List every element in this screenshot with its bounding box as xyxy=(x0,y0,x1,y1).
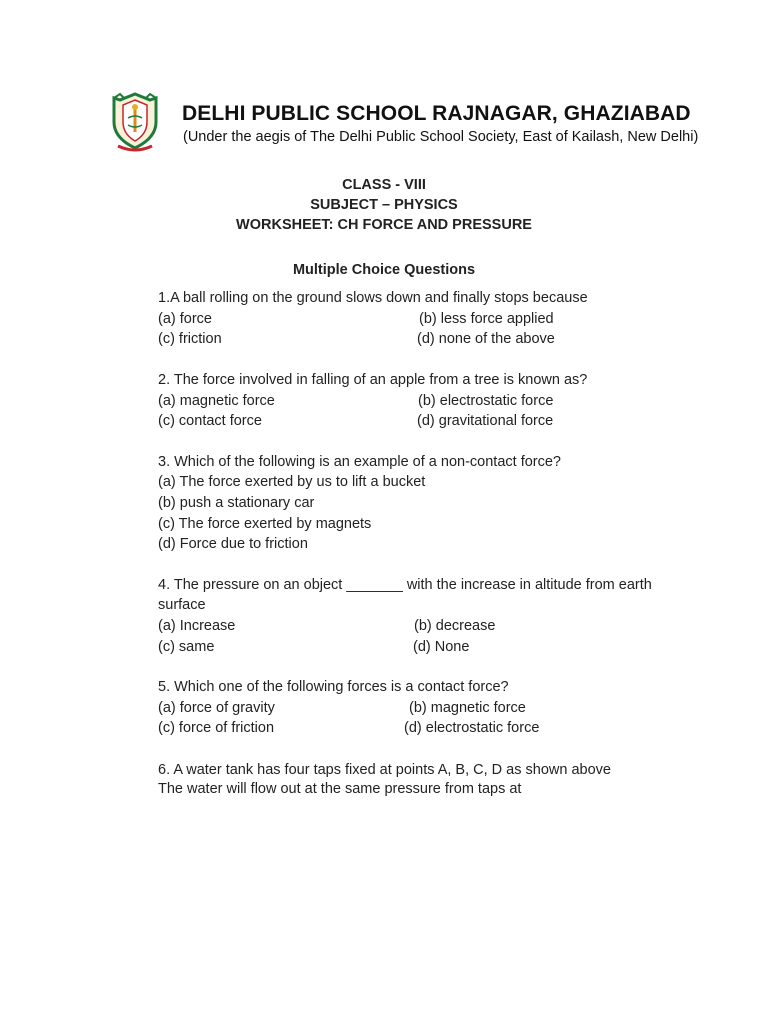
q1-option-b: (b) less force applied xyxy=(419,311,554,327)
q3-option-d: (d) Force due to friction xyxy=(158,536,308,552)
q2-option-a: (a) magnetic force xyxy=(158,393,275,409)
q4-option-b: (b) decrease xyxy=(414,618,496,634)
question-4-continued: surface xyxy=(158,597,206,613)
q2-option-b: (b) electrostatic force xyxy=(418,393,554,409)
question-6-continued: The water will flow out at the same pressure from taps at xyxy=(158,781,522,797)
q3-option-b: (b) push a stationary car xyxy=(158,495,315,511)
q5-option-b: (b) magnetic force xyxy=(409,700,526,716)
q2-option-d: (d) gravitational force xyxy=(417,413,554,429)
q1-option-c: (c) friction xyxy=(158,331,222,347)
question-2: 2. The force involved in falling of an apple from a tree is known as? xyxy=(158,372,588,388)
q3-option-c: (c) The force exerted by magnets xyxy=(158,516,372,532)
q2-option-c: (c) contact force xyxy=(158,413,262,429)
question-5: 5. Which one of the following forces is a contact force? xyxy=(158,679,509,695)
section-title: Multiple Choice Questions xyxy=(292,262,476,278)
q4-option-c: (c) same xyxy=(158,639,215,655)
q1-option-a: (a) force xyxy=(158,311,212,327)
q4-option-d: (d) None xyxy=(413,639,470,655)
q5-option-c: (c) force of friction xyxy=(158,720,275,736)
school-logo xyxy=(110,92,160,154)
question-3: 3. Which of the following is an example of a non-contact force? xyxy=(158,454,561,470)
q1-option-d: (d) none of the above xyxy=(417,331,555,347)
q5-option-a: (a) force of gravity xyxy=(158,700,275,716)
subject-heading: SUBJECT – PHYSICS xyxy=(310,197,458,213)
q5-option-d: (d) electrostatic force xyxy=(404,720,540,736)
school-aegis: (Under the aegis of The Delhi Public School Society, East of Kailash, New Delhi) xyxy=(183,129,699,145)
class-heading: CLASS - VIII xyxy=(342,177,426,193)
q3-option-a: (a) The force exerted by us to lift a bucket xyxy=(158,474,426,490)
school-name: DELHI PUBLIC SCHOOL RAJNAGAR, GHAZIABAD xyxy=(182,102,691,125)
q4-option-a: (a) Increase xyxy=(158,618,236,634)
worksheet-title: WORKSHEET: CH FORCE AND PRESSURE xyxy=(236,217,532,233)
question-1: 1.A ball rolling on the ground slows down and finally stops because xyxy=(158,290,588,306)
question-4: 4. The pressure on an object _______ with the increase in altitude from earth xyxy=(158,577,652,593)
question-6: 6. A water tank has four taps fixed at points A, B, C, D as shown above xyxy=(158,762,611,778)
